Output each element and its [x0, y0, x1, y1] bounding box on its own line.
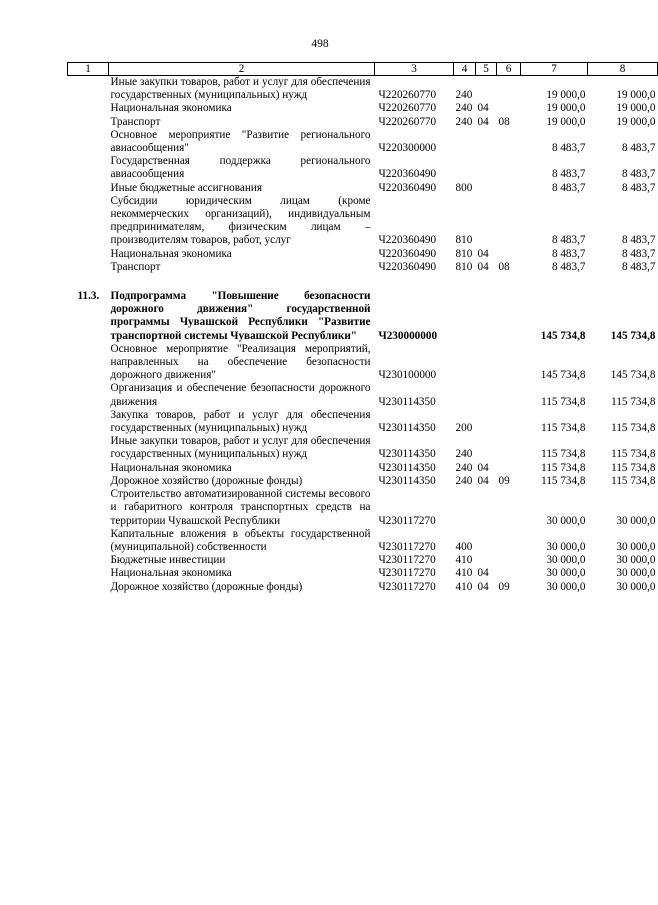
row-subsection: [497, 182, 521, 195]
table-row: [68, 462, 658, 475]
row-subsection: [497, 155, 521, 181]
row-name: Закупка товаров, работ и услуг для обеспечения государственных (муниципальных) нужд: [110, 408, 371, 435]
row-amount-col8: 19 000,0: [616, 102, 656, 115]
row-amount-col7: 145 734,8: [540, 369, 586, 382]
spacer-row: [68, 274, 658, 290]
row-amount-col7: 30 000,0: [546, 580, 586, 593]
row-amount-col8: 8 483,7: [621, 234, 656, 247]
row-target-code: Ч230100000: [378, 369, 437, 382]
row-number: [68, 155, 109, 181]
row-amount-col7: 8 483,7: [551, 181, 586, 194]
row-amount-col7: 19 000,0: [546, 89, 586, 102]
row-subsection: [497, 567, 521, 580]
header-col-3: 3: [375, 63, 454, 76]
row-number: [68, 182, 109, 195]
row-expense-type: [454, 382, 476, 408]
row-target-code: Ч220360490: [378, 181, 437, 194]
row-number: [68, 567, 109, 580]
row-name: Иные закупки товаров, работ и услуг для обеспечения государственных (муниципальных) нужд: [110, 76, 371, 102]
row-name: Национальная экономика: [110, 102, 232, 115]
row-target-code: Ч230117270: [378, 567, 436, 580]
row-subsection: 08: [498, 260, 510, 273]
row-target-code: Ч230117270: [378, 540, 436, 553]
row-section: 04: [477, 115, 489, 128]
page-number: 498: [311, 38, 329, 50]
row-amount-col7: 30 000,0: [546, 567, 586, 580]
row-number: [68, 581, 109, 594]
row-expense-type: 240: [455, 461, 473, 474]
row-section: [476, 435, 497, 461]
row-amount-col7: 8 483,7: [551, 234, 586, 247]
table-row: [68, 261, 658, 274]
row-name: Национальная экономика: [110, 567, 232, 580]
row-target-code: Ч220300000: [378, 142, 437, 155]
row-section: 04: [477, 102, 489, 115]
row-section: [476, 409, 497, 435]
row-section: 04: [477, 260, 489, 273]
row-target-code: Ч220360490: [378, 168, 437, 181]
row-number: [68, 409, 109, 435]
row-number: [68, 435, 109, 461]
row-section: 04: [477, 474, 489, 487]
table-row: [68, 488, 658, 528]
table-row: [68, 343, 658, 383]
header-col-1: 1: [68, 63, 109, 76]
row-expense-type: 240: [455, 115, 473, 128]
row-subsection: 09: [498, 474, 510, 487]
row-amount-col8: 19 000,0: [616, 115, 656, 128]
row-amount-col8: 115 734,8: [611, 461, 656, 474]
row-number: [68, 76, 109, 103]
row-number: [68, 382, 109, 408]
table-row: [68, 435, 658, 461]
table-row: [68, 116, 658, 129]
row-section: [476, 488, 497, 528]
row-number: [68, 554, 109, 567]
table-row: [68, 195, 658, 248]
row-amount-col7: 115 734,8: [541, 448, 586, 461]
header-col-5: 5: [476, 63, 497, 76]
row-amount-col7: 115 734,8: [541, 422, 586, 435]
row-name: Государственная поддержка регионального авиасообщения: [110, 155, 371, 181]
row-section: [476, 343, 497, 383]
row-name: Организация и обеспечение безопасности дорожного движения: [110, 382, 371, 408]
table-row: [68, 182, 658, 195]
row-expense-type: 410: [455, 554, 473, 567]
row-amount-col8: 8 483,7: [621, 247, 656, 260]
table-row: [68, 554, 658, 567]
table-row: [68, 129, 658, 155]
row-name: Иные бюджетные ассигнования: [110, 181, 262, 194]
row-amount-col7: 30 000,0: [546, 554, 586, 567]
row-amount-col7: 19 000,0: [546, 102, 586, 115]
row-amount-col7: 8 483,7: [551, 168, 586, 181]
row-name: Национальная экономика: [110, 247, 232, 260]
table-body: [68, 76, 658, 594]
row-expense-type: 810: [455, 247, 473, 260]
row-section: [476, 182, 497, 195]
table-row: [68, 475, 658, 488]
row-subsection: [497, 102, 521, 115]
row-amount-col8: 115 734,8: [611, 422, 656, 435]
row-target-code: Ч230000000: [378, 329, 438, 342]
row-amount-col8: 30 000,0: [616, 580, 656, 593]
row-name: Национальная экономика: [110, 461, 232, 474]
row-section: [476, 155, 497, 181]
row-section: [476, 195, 497, 248]
row-amount-col8: 30 000,0: [616, 567, 656, 580]
row-section: 04: [477, 461, 489, 474]
row-amount-col7: 8 483,7: [551, 142, 586, 155]
table-header: [68, 63, 658, 76]
table-row: [68, 528, 658, 554]
table-row: [68, 581, 658, 594]
row-subsection: [497, 382, 521, 408]
row-section: [476, 290, 497, 343]
row-number: [68, 343, 109, 383]
row-amount-col7: 115 734,8: [541, 461, 586, 474]
header-col-2: 2: [109, 63, 375, 76]
row-section: 04: [477, 580, 489, 593]
budget-table: [67, 62, 658, 594]
row-amount-col7: 8 483,7: [551, 260, 586, 273]
row-subsection: 08: [498, 115, 510, 128]
header-col-6: 6: [497, 63, 521, 76]
row-section: [476, 528, 497, 554]
row-expense-type: 240: [455, 474, 473, 487]
row-number: [68, 195, 109, 248]
row-expense-type: 800: [455, 181, 473, 194]
row-amount-col8: 19 000,0: [616, 89, 656, 102]
row-subsection: [497, 554, 521, 567]
row-expense-type: 410: [455, 580, 473, 593]
row-amount-col8: 145 734,8: [610, 369, 656, 382]
header-col-7: 7: [521, 63, 588, 76]
table-row: [68, 382, 658, 408]
row-name: Субсидии юридическим лицам (кроме некоммерческих организаций), индивидуальным предпринимателям, физическим лицам – производителям товаров, работ, услуг: [110, 194, 371, 247]
row-target-code: Ч220260770: [378, 115, 437, 128]
row-section: [476, 382, 497, 408]
row-amount-col7: 145 734,8: [540, 329, 586, 342]
row-section: [476, 129, 497, 155]
row-amount-col7: 115 734,8: [541, 474, 586, 487]
row-expense-type: 410: [455, 567, 473, 580]
row-subsection: [497, 290, 521, 343]
row-subsection: [497, 528, 521, 554]
row-target-code: Ч220260770: [378, 102, 437, 115]
row-amount-col8: 115 734,8: [611, 474, 656, 487]
row-amount-col8: 30 000,0: [616, 540, 656, 553]
row-number: [68, 488, 109, 528]
row-name: Бюджетные инвестиции: [110, 554, 226, 567]
row-expense-type: 400: [455, 540, 473, 553]
row-target-code: Ч220360490: [378, 260, 437, 273]
row-target-code: Ч220360490: [378, 247, 437, 260]
row-target-code: Ч230117270: [378, 514, 436, 527]
row-expense-type: [454, 129, 476, 155]
row-subsection: [497, 409, 521, 435]
row-section: 04: [477, 567, 489, 580]
row-target-code: Ч230117270: [378, 554, 436, 567]
row-name: Иные закупки товаров, работ и услуг для обеспечения государственных (муниципальных) нужд: [110, 435, 371, 461]
row-subsection: [497, 248, 521, 261]
row-number: [68, 462, 109, 475]
header-col-4: 4: [454, 63, 476, 76]
row-expense-type: 810: [455, 260, 473, 273]
row-number: [68, 116, 109, 129]
row-number: [68, 261, 109, 274]
row-expense-type: 200: [455, 422, 473, 435]
row-expense-type: [454, 343, 476, 383]
row-name: Подпрограмма "Повышение безопасности дорожного движения" государственной программы Чувашской Республики "Развитие транспортной системы Чувашской Республики": [110, 290, 371, 342]
table-row: [68, 155, 658, 181]
row-name: Строительство автоматизированной системы весового и габаритного контроля транспортных средств на территории Чувашской Республики: [110, 488, 371, 527]
row-target-code: Ч230114350: [378, 461, 436, 474]
row-number: 11.3.: [77, 290, 100, 303]
row-subsection: [497, 462, 521, 475]
row-amount-col8: 8 483,7: [621, 260, 656, 273]
row-name: Транспорт: [110, 260, 161, 273]
row-subsection: 09: [498, 580, 510, 593]
row-target-code: Ч220260770: [378, 89, 437, 102]
row-section: [476, 554, 497, 567]
row-number: [68, 475, 109, 488]
row-amount-col8: 8 483,7: [621, 142, 656, 155]
row-expense-type: 810: [455, 234, 473, 247]
row-section: 04: [477, 247, 489, 260]
header-row: [68, 63, 658, 76]
row-subsection: [497, 129, 521, 155]
row-target-code: Ч230114350: [378, 395, 436, 408]
row-number: [68, 129, 109, 155]
table-row: [68, 76, 658, 103]
row-subsection: [497, 76, 521, 103]
row-amount-col7: 19 000,0: [546, 115, 586, 128]
table-row: [68, 567, 658, 580]
row-expense-type: 240: [455, 89, 473, 102]
row-amount-col8: 145 734,8: [610, 329, 656, 342]
row-expense-type: [454, 155, 476, 181]
table-row: [68, 102, 658, 115]
row-name: Дорожное хозяйство (дорожные фонды): [110, 580, 303, 593]
row-target-code: Ч230114350: [378, 474, 436, 487]
row-target-code: Ч220360490: [378, 234, 437, 247]
header-col-8: 8: [588, 63, 658, 76]
row-name: Основное мероприятие "Реализация мероприятий, направленных на обеспечение безопасности дорожного движения": [110, 342, 371, 382]
row-name: Дорожное хозяйство (дорожные фонды): [110, 474, 303, 487]
table-row: [68, 409, 658, 435]
row-expense-type: 240: [455, 102, 473, 115]
row-subsection: [497, 195, 521, 248]
row-name: Основное мероприятие "Развитие регионального авиасообщения": [110, 128, 371, 155]
row-target-code: Ч230114350: [378, 448, 436, 461]
row-subsection: [497, 488, 521, 528]
row-name: Транспорт: [110, 115, 161, 128]
row-amount-col8: 115 734,8: [611, 395, 656, 408]
row-number: [68, 248, 109, 261]
row-amount-col8: 30 000,0: [616, 554, 656, 567]
row-number: [68, 102, 109, 115]
row-amount-col7: 8 483,7: [551, 247, 586, 260]
row-subsection: [497, 435, 521, 461]
row-amount-col8: 115 734,8: [611, 448, 656, 461]
row-expense-type: 240: [455, 448, 473, 461]
table-row: [68, 290, 658, 343]
row-number: [68, 528, 109, 554]
row-amount-col8: 8 483,7: [621, 181, 656, 194]
row-amount-col7: 30 000,0: [546, 540, 586, 553]
row-expense-type: [454, 290, 476, 343]
spacer-cell: [68, 274, 658, 290]
row-amount-col8: 8 483,7: [621, 168, 656, 181]
row-target-code: Ч230117270: [378, 580, 436, 593]
row-expense-type: [454, 488, 476, 528]
row-amount-col7: 115 734,8: [541, 395, 586, 408]
row-target-code: Ч230114350: [378, 422, 436, 435]
row-amount-col8: 30 000,0: [616, 514, 656, 527]
row-name: Капитальные вложения в объекты государственной (муниципальной) собственности: [110, 527, 371, 553]
row-subsection: [497, 343, 521, 383]
row-amount-col7: 30 000,0: [546, 514, 586, 527]
row-section: [476, 76, 497, 103]
table-row: [68, 248, 658, 261]
